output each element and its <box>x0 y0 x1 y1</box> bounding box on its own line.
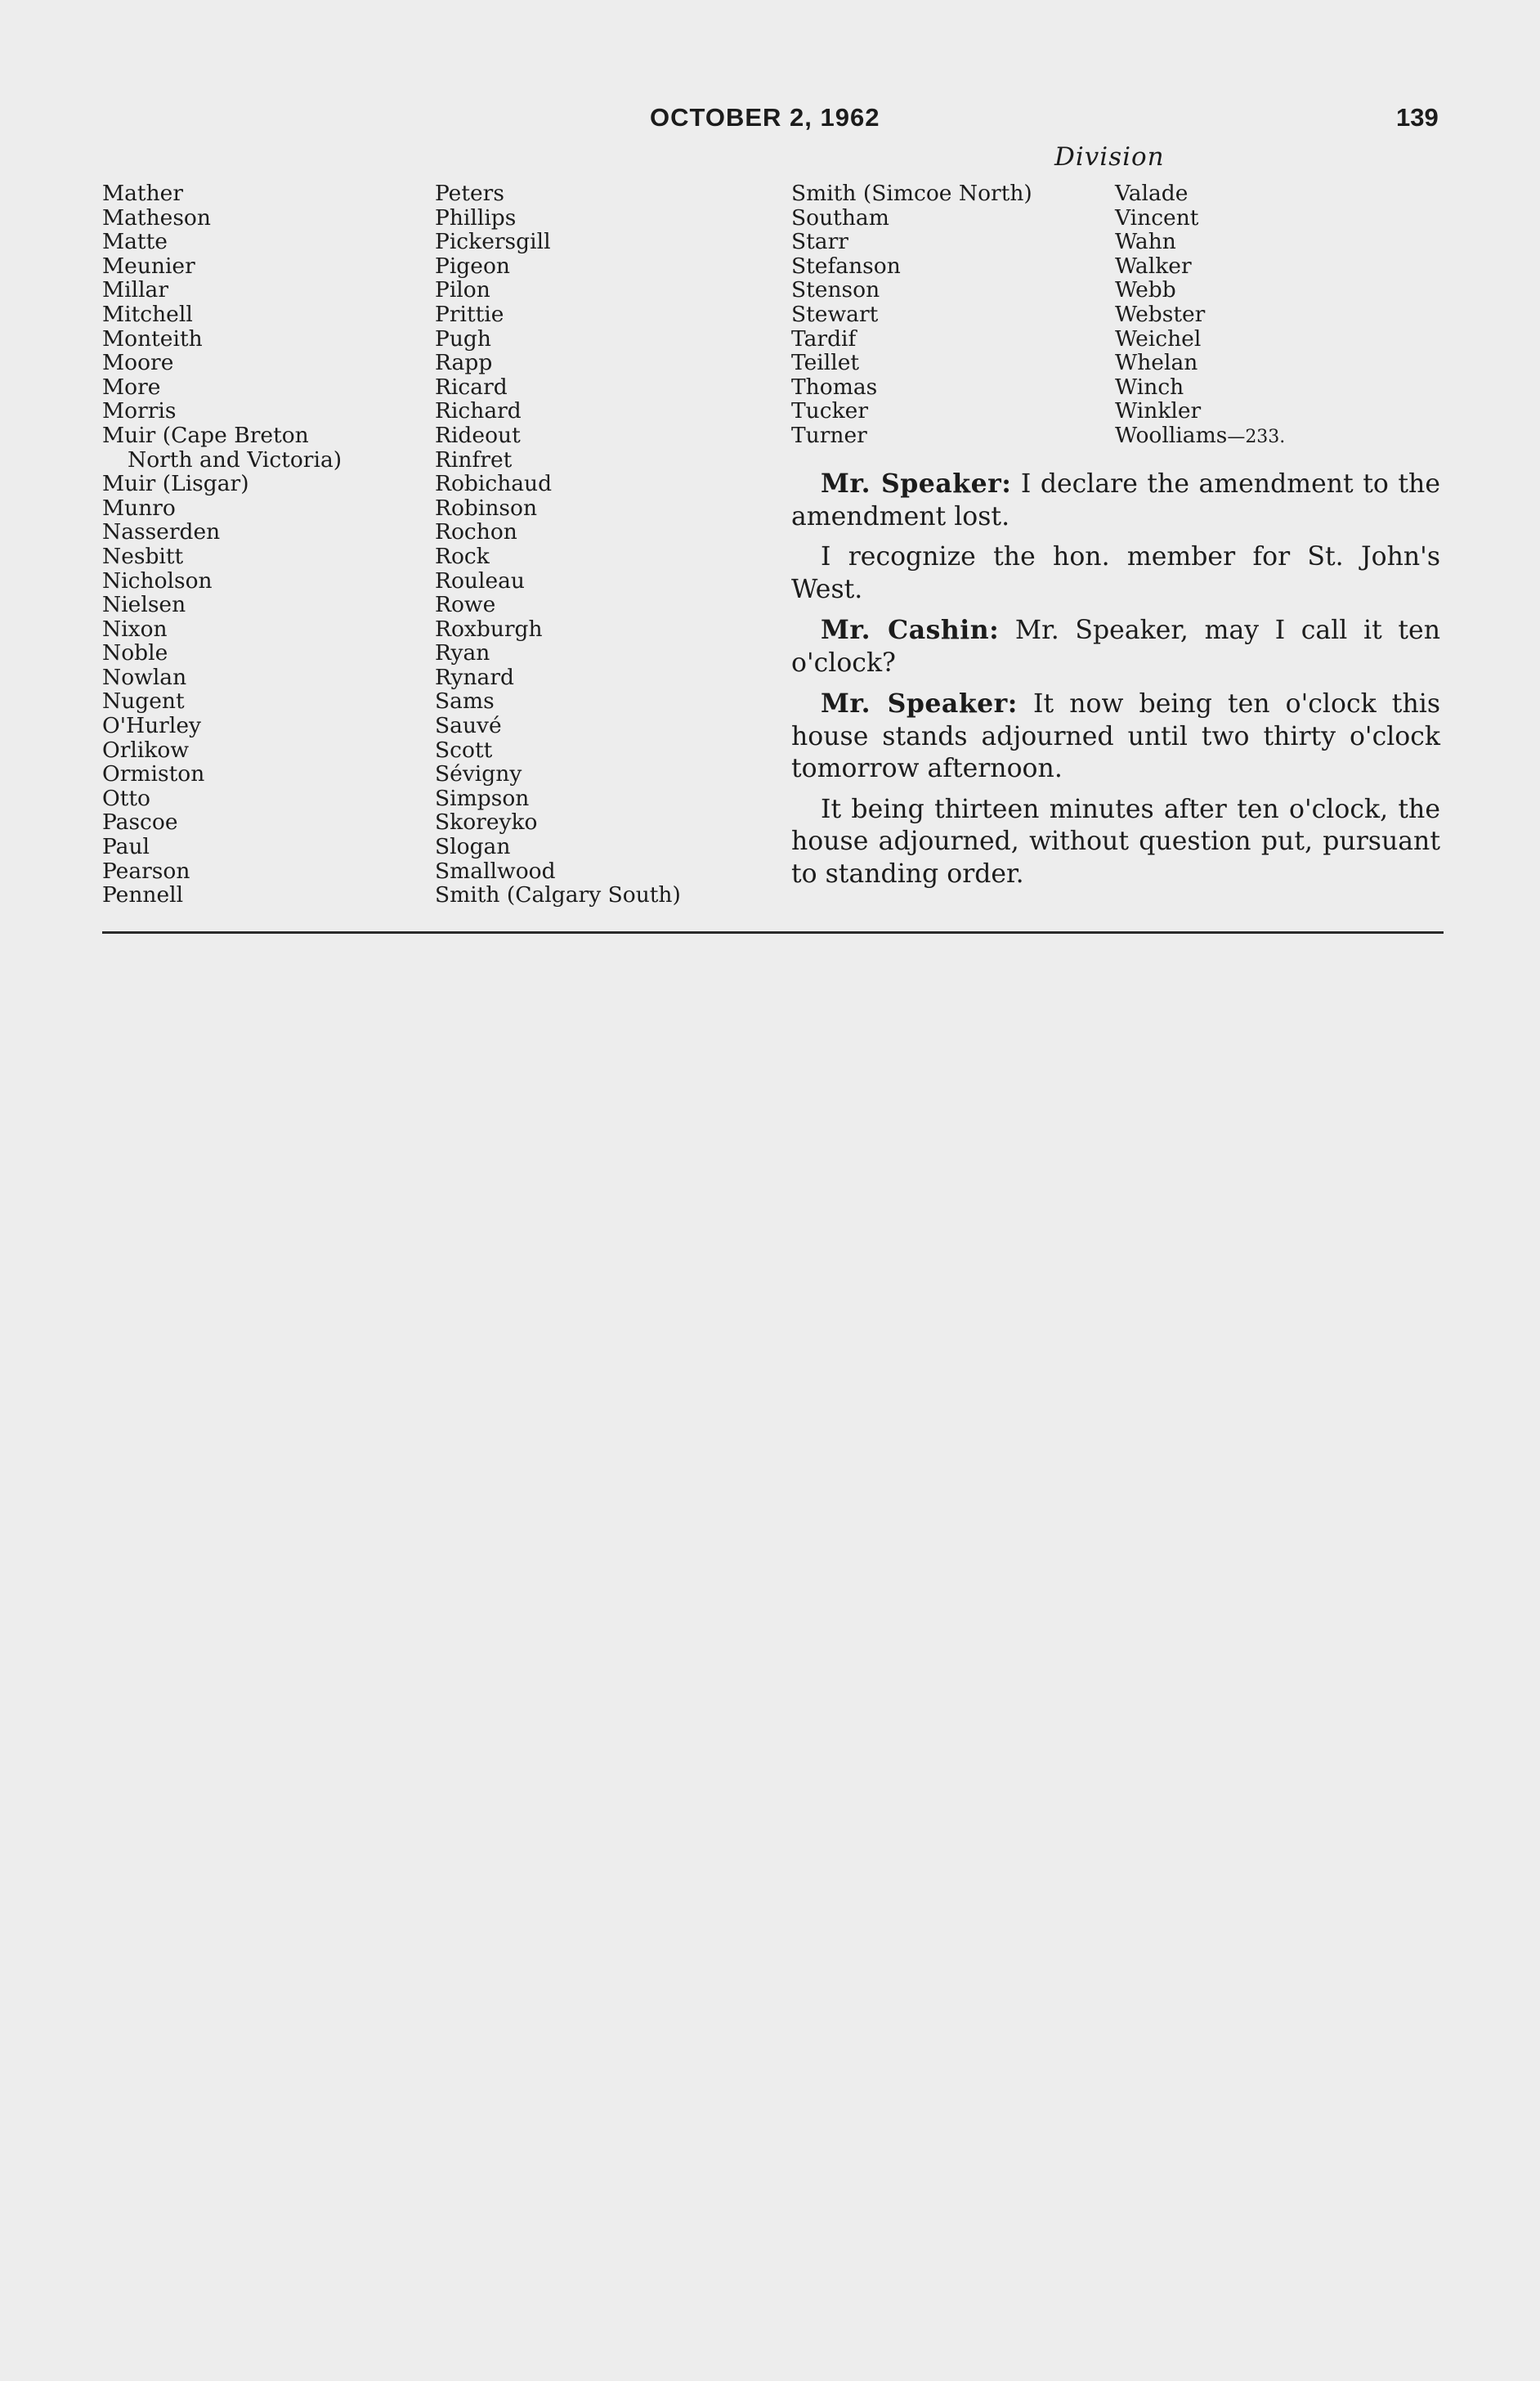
division-name: Winch <box>1115 374 1184 400</box>
division-name: Smallwood <box>435 858 556 884</box>
division-heading: Division <box>1054 142 1165 172</box>
division-name: Nixon <box>102 616 168 642</box>
speaker-label: Mr. Speaker: <box>821 469 1012 499</box>
division-name: Simpson <box>435 785 530 811</box>
division-name: Sams <box>435 688 495 715</box>
division-name: Rynard <box>435 664 514 690</box>
division-name: Robinson <box>435 495 538 521</box>
division-name-continuation: North and Victoria) <box>128 446 342 473</box>
section-divider <box>102 931 1444 934</box>
division-name: Webb <box>1115 277 1176 303</box>
statement-paragraph <box>791 794 1440 891</box>
statement-paragraph <box>791 541 1440 606</box>
page-date-header: OCTOBER 2, 1962 <box>650 103 880 132</box>
division-name: Nowlan <box>102 664 187 690</box>
division-name: Tucker <box>791 398 868 424</box>
division-name: Matheson <box>102 204 211 231</box>
statement-paragraph <box>791 688 1440 786</box>
division-name: Paul <box>102 834 150 860</box>
division-name: Slogan <box>435 834 511 860</box>
speaker-label: Mr. Speaker: <box>821 688 1018 719</box>
proceedings-text <box>791 468 1440 899</box>
division-name: Rock <box>435 543 490 569</box>
division-name: Nielsen <box>102 592 186 618</box>
division-name: Stenson <box>791 277 880 303</box>
division-names-column-3 <box>791 182 1032 448</box>
division-name: Ricard <box>435 374 508 400</box>
division-name: Peters <box>435 181 504 206</box>
division-name: Valade <box>1115 181 1189 206</box>
division-name: Smith (Calgary South) <box>435 882 681 908</box>
division-name: Otto <box>102 785 150 811</box>
statement-text: I recognize the hon. member for St. John's West. <box>791 542 1440 604</box>
division-name: Morris <box>102 398 177 424</box>
division-name: Scott <box>435 737 493 763</box>
division-name: Stefanson <box>791 253 901 279</box>
division-name: Whelan <box>1115 350 1198 376</box>
division-name: Roxburgh <box>435 616 543 642</box>
division-name: More <box>102 374 161 400</box>
division-name: Nugent <box>102 688 185 715</box>
speaker-label: Mr. Cashin: <box>821 615 1000 645</box>
division-name: Nasserden <box>102 519 221 545</box>
division-name: Rouleau <box>435 567 525 594</box>
division-name: Munro <box>102 495 176 521</box>
division-name: Pennell <box>102 882 184 908</box>
page-number: 139 <box>1396 103 1439 132</box>
division-name: Winkler <box>1115 398 1202 424</box>
division-name: Walker <box>1115 253 1192 279</box>
division-name: Vincent <box>1115 204 1199 231</box>
division-name: Pascoe <box>102 809 178 836</box>
division-name: Tardif <box>791 325 857 352</box>
statement-text: It being thirteen minutes after ten o'clock, the house adjourned, without question put, pursuant to standing order. <box>791 794 1440 889</box>
division-name: Moore <box>102 350 174 376</box>
division-name: Thomas <box>791 374 878 400</box>
division-name: Stewart <box>791 301 879 327</box>
division-name: Richard <box>435 398 522 424</box>
statement-text: Mr. Speaker, may I call it ten o'clock? <box>791 616 1440 678</box>
division-total: —233. <box>1227 426 1286 447</box>
division-names-column-2 <box>435 182 681 908</box>
division-name: Mitchell <box>102 301 193 327</box>
division-name: Ormiston <box>102 761 205 787</box>
division-name: Nesbitt <box>102 543 184 569</box>
division-name: Pilon <box>435 277 490 303</box>
division-name: Muir (Lisgar) <box>102 471 249 497</box>
division-name: Mather <box>102 181 183 206</box>
division-name: Rinfret <box>435 446 513 473</box>
division-name: Pickersgill <box>435 229 551 255</box>
division-name: Pigeon <box>435 253 510 279</box>
division-name: Phillips <box>435 204 517 231</box>
division-name: Rapp <box>435 350 493 376</box>
division-name: Monteith <box>102 325 203 352</box>
division-name: Prittie <box>435 301 504 327</box>
division-name: Wahn <box>1115 229 1176 255</box>
division-name: Orlikow <box>102 737 190 763</box>
statement-paragraph <box>791 614 1440 679</box>
division-names-column-4 <box>1115 182 1285 450</box>
division-name: Millar <box>102 277 169 303</box>
division-name: Weichel <box>1115 325 1202 352</box>
division-name: Rochon <box>435 519 517 545</box>
division-name: Woolliams <box>1115 422 1228 448</box>
division-name: Muir (Cape Breton <box>102 422 309 448</box>
division-name: Pearson <box>102 858 190 884</box>
division-name: Southam <box>791 204 889 231</box>
division-name: Rowe <box>435 592 496 618</box>
division-name: Starr <box>791 229 848 255</box>
division-names-column-1 <box>102 182 342 908</box>
division-name: Pugh <box>435 325 491 352</box>
division-name: Matte <box>102 229 168 255</box>
division-name: Teillet <box>791 350 860 376</box>
division-name: Sauvé <box>435 713 502 739</box>
division-name: Skoreyko <box>435 809 538 836</box>
division-name: Turner <box>791 422 867 448</box>
division-name: Nicholson <box>102 567 213 594</box>
division-name: Rideout <box>435 422 521 448</box>
division-name: Sévigny <box>435 761 522 787</box>
division-total-line <box>1115 424 1285 450</box>
division-name: Ryan <box>435 640 490 666</box>
division-name: Noble <box>102 640 168 666</box>
division-name: Robichaud <box>435 471 553 497</box>
division-name: O'Hurley <box>102 713 201 739</box>
division-name: Meunier <box>102 253 195 279</box>
statement-text: I declare the amendment to the amendment lost. <box>791 469 1440 531</box>
statement-text: It now being ten o'clock this house stands adjourned until two thirty o'clock tomorrow afternoon. <box>791 689 1440 783</box>
division-name: Smith (Simcoe North) <box>791 181 1032 206</box>
division-name: Webster <box>1115 301 1206 327</box>
statement-paragraph <box>791 468 1440 533</box>
